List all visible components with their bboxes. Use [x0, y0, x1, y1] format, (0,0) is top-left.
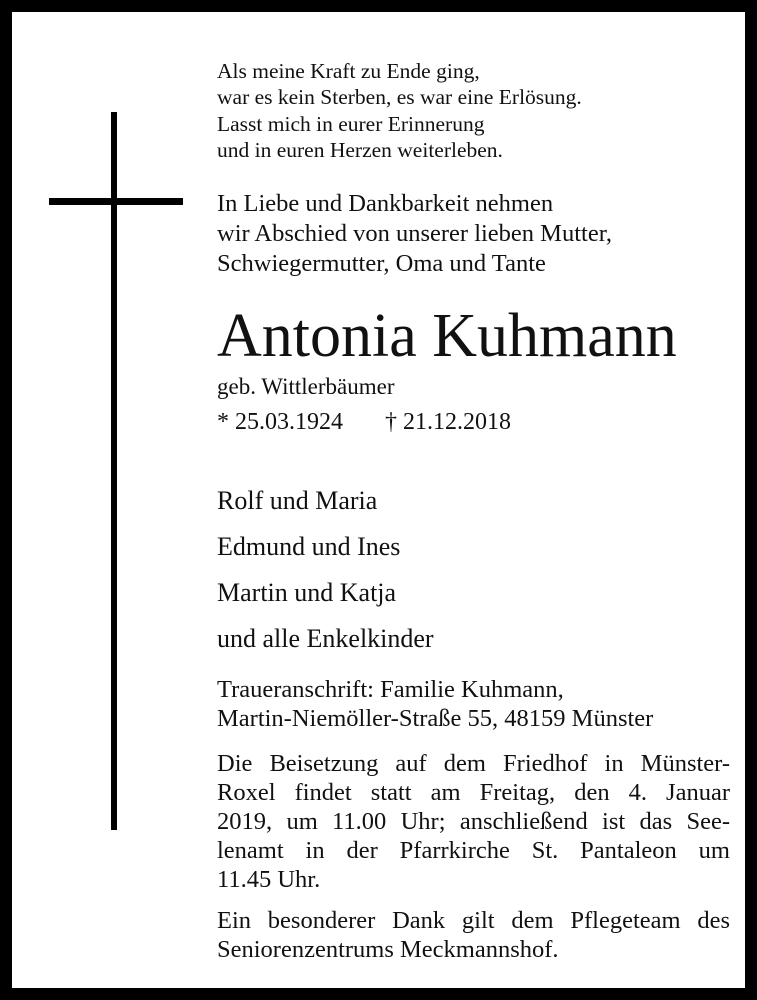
- intro-line: In Liebe und Dankbarkeit nehmen: [217, 190, 554, 217]
- birth-name: geb. Wittlerbäumer: [217, 374, 395, 399]
- thanks-note: [217, 907, 730, 964]
- poem-line: war es kein Sterben, es war eine Erlösung.: [217, 85, 582, 110]
- intro-text: [217, 189, 612, 279]
- funeral-line: lenamt in der Pfarrkirche St. Pantaleon um: [217, 837, 730, 864]
- funeral-line: 11.45 Uhr.: [217, 866, 321, 893]
- poem-line: und in euren Herzen weiterleben.: [217, 137, 503, 162]
- birth-date: * 25.03.1924: [217, 409, 343, 435]
- funeral-line: 2019, um 11.00 Uhr; anschließend ist das See-: [217, 808, 730, 835]
- poem-line: Als meine Kraft zu Ende ging,: [217, 59, 480, 83]
- mourning-address: [217, 676, 653, 733]
- cross-icon-vertical-bar: [111, 112, 117, 830]
- funeral-line: Die Beisetzung auf dem Friedhof in Münster-: [217, 750, 730, 777]
- mourners-list: [217, 478, 434, 662]
- mourner: Edmund und Ines: [217, 532, 401, 561]
- deceased-name: Antonia Kuhmann: [217, 302, 677, 370]
- intro-line: Schwiegermutter, Oma und Tante: [217, 250, 546, 277]
- mourner: Martin und Katja: [217, 578, 397, 607]
- poem-line: Lasst mich in eurer Erinnerung: [217, 111, 485, 136]
- life-dates: [217, 407, 511, 437]
- mourner: Rolf und Maria: [217, 486, 378, 515]
- thanks-line: Seniorenzentrums Meckmannshof.: [217, 935, 559, 963]
- thanks-line: Ein besonderer Dank gilt dem Pflegeteam des: [217, 907, 730, 934]
- intro-line: wir Abschied von unserer lieben Mutter,: [217, 220, 613, 247]
- address-line: Martin-Niemöller-Straße 55, 48159 Münster: [217, 704, 654, 732]
- obituary-notice: [12, 12, 745, 988]
- poem: [217, 58, 582, 163]
- funeral-details: [217, 749, 730, 894]
- death-date: † 21.12.2018: [385, 409, 511, 435]
- cross-icon-horizontal-bar: [49, 198, 183, 205]
- funeral-line: Roxel findet statt am Freitag, den 4. Januar: [217, 779, 730, 806]
- mourner: und alle Enkelkinder: [217, 624, 434, 653]
- address-line: Traueranschrift: Familie Kuhmann,: [217, 676, 564, 703]
